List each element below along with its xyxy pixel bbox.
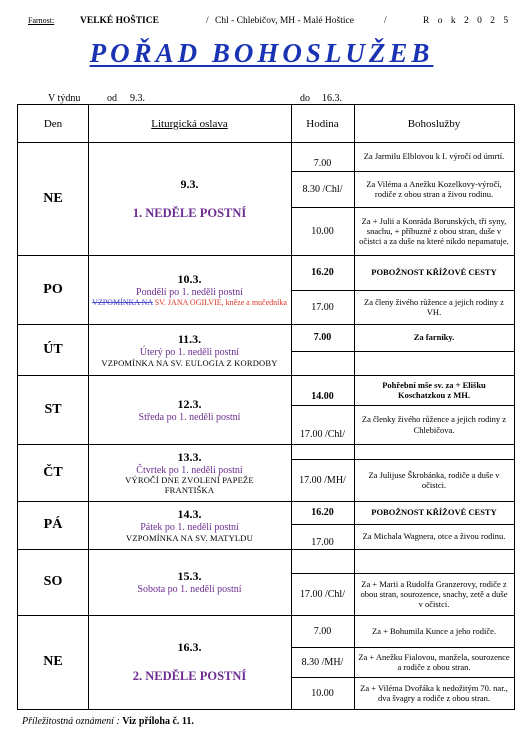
liturgy: Sobota po 1. neděli postní xyxy=(137,584,242,595)
liturgy: Pátek po 1. neděli postní xyxy=(140,522,239,533)
footer-label: Příležitostná oznámení : xyxy=(22,716,120,727)
service-text xyxy=(354,549,514,573)
liturgy: Čtvrtek po 1. neděli postní xyxy=(136,464,243,476)
service-text: Za + Marii a Rudolfa Granzerovy, rodiče z obou stran, sourozence, snachy, zetě a duše v očistci. xyxy=(360,578,508,610)
liturgy: 1. NEDĚLE POSTNÍ xyxy=(132,205,247,220)
service-text: Za + Viléma Dvořáka k nedožitým 70. nar., dva švagry a rodiče z obou stran. xyxy=(360,682,508,703)
date: 9.3. xyxy=(180,176,199,191)
schedule-table xyxy=(17,104,515,710)
service-time: 8.30 /Chl/ xyxy=(302,183,343,195)
service-text: POBOŽNOST KŘÍŽOVÉ CESTY xyxy=(371,507,497,518)
service-time xyxy=(291,549,354,573)
day-name: PÁ xyxy=(43,517,63,532)
service-text: Za Julijuse Škrobánka, rodiče a duše v očistci. xyxy=(368,469,500,490)
service-time: 17.00 /Chl/ xyxy=(299,429,345,440)
liturgy: Úterý po 1. neděli postní xyxy=(139,346,240,358)
liturgy-cell xyxy=(88,324,291,375)
date: 16.3. xyxy=(177,640,202,654)
memorial-strike: VZPOMÍNKA NA xyxy=(92,297,153,307)
liturgy-cell xyxy=(88,549,291,615)
service-time: 10.00 xyxy=(311,687,334,699)
header xyxy=(0,16,523,30)
date: 11.3. xyxy=(177,331,202,346)
liturgy-cell xyxy=(88,142,291,255)
service-time: 8.30 /MH/ xyxy=(301,656,344,668)
service-text xyxy=(354,444,514,459)
page-title: POŘAD BOHOSLUŽEB xyxy=(89,38,434,68)
service-time: 17.00 /MH/ xyxy=(299,474,346,486)
parish-label: Farnost: xyxy=(28,16,55,25)
header-hour: Hodina xyxy=(306,117,339,130)
date: 12.3. xyxy=(177,396,202,411)
liturgy-cell xyxy=(88,615,291,709)
day-name: SO xyxy=(43,574,63,589)
service-text: Za + Anežku Fialovou, manžela, sourozence a rodiče z obou stran. xyxy=(358,651,510,672)
affiliated-parishes: Chl - Chlebičov, MH - Malé Hoštice xyxy=(215,16,354,26)
service-time: 16.20 xyxy=(311,267,334,278)
liturgy-cell xyxy=(88,501,291,549)
header-liturgy: Liturgická oslava xyxy=(151,117,228,130)
week-from: 9.3. xyxy=(130,93,145,104)
day-name: ST xyxy=(44,401,62,417)
parish-name: VELKÉ HOŠTICE xyxy=(80,16,159,26)
service-text: Za + Julii a Konráda Borunských, tři syny, snachu, + příbuzné z obou stran, duše v očistci a za duše na které nikdo nepamatuje. xyxy=(359,215,509,247)
memorial: VZPOMÍNKA NA SV. EULOGIA Z KORDOBY xyxy=(101,357,278,368)
footer-text: Viz příloha č. 11. xyxy=(122,716,194,727)
service-text: Za členky živého růžence a jejich rodiny z Chlebičova. xyxy=(361,414,507,435)
service-text: Za Jarmilu Elblovou k I. výročí od úmrtí. xyxy=(363,151,505,162)
service-time: 7.00 xyxy=(313,158,332,169)
day-name: NE xyxy=(43,654,63,669)
service-time: 17.00 xyxy=(311,537,334,548)
service-time: 10.00 xyxy=(311,225,334,237)
service-time: 17.00 /Chl/ xyxy=(299,588,345,600)
day-name: NE xyxy=(43,190,63,206)
week-to: 16.3. xyxy=(322,93,342,104)
week-from-label: od xyxy=(107,93,117,104)
service-time xyxy=(291,444,354,459)
memorial: VÝROČÍ DNE ZVOLENÍ PAPEŽE FRANTIŠKA xyxy=(125,474,254,495)
service-time: 17.00 xyxy=(311,301,334,313)
date: 10.3. xyxy=(177,271,202,286)
service-time: 7.00 xyxy=(313,332,332,343)
date: 13.3. xyxy=(177,449,202,464)
memorial: VZPOMÍNKA NA SV. MATYLDU xyxy=(126,533,253,543)
liturgy: Středa po 1. neděli postní xyxy=(138,411,241,423)
liturgy: Pondělí po 1. neděli postní xyxy=(136,286,243,298)
liturgy-cell xyxy=(88,444,291,501)
memorial: SV. JANA OGILVIE, kněze a mučedníka xyxy=(154,297,287,307)
service-text: Za Michala Wagnera, otce a živou rodinu. xyxy=(362,531,506,542)
service-text: Za Viléma a Anežku Kozelkovy-výročí, rodiče z obou stran a živou rodinu. xyxy=(366,178,502,199)
header-services: Bohoslužby xyxy=(407,117,461,130)
service-time: 16.20 xyxy=(311,507,334,518)
service-text: POBOŽNOST KŘÍŽOVÉ CESTY xyxy=(371,267,497,278)
year: R o k 2 0 2 5 xyxy=(423,16,512,26)
separator: / xyxy=(384,16,387,26)
date: 15.3. xyxy=(177,569,202,583)
header-day: Den xyxy=(43,117,63,130)
liturgy-cell xyxy=(88,255,291,324)
week-to-label: do xyxy=(300,93,310,104)
day-name: ÚT xyxy=(43,341,63,357)
service-text: Za členy živého růžence a jejich rodiny z VH. xyxy=(364,296,504,317)
date: 14.3. xyxy=(177,507,202,521)
week-label: V týdnu xyxy=(48,93,81,104)
service-text: Pohřební mše sv. za + Elišku Koschatzkou z MH. xyxy=(382,379,486,400)
service-time: 7.00 xyxy=(313,625,332,637)
service-time: 14.00 xyxy=(311,391,334,402)
liturgy-cell xyxy=(88,375,291,444)
day-name: ČT xyxy=(43,464,63,480)
service-text: Za + Bohumila Kunce a jeho rodiče. xyxy=(372,625,496,636)
footer xyxy=(22,716,194,727)
day-name: PO xyxy=(43,281,63,297)
service-text: Za farníky. xyxy=(413,332,455,343)
liturgy: 2. NEDĚLE POSTNÍ xyxy=(132,669,247,683)
separator: / xyxy=(206,16,209,26)
